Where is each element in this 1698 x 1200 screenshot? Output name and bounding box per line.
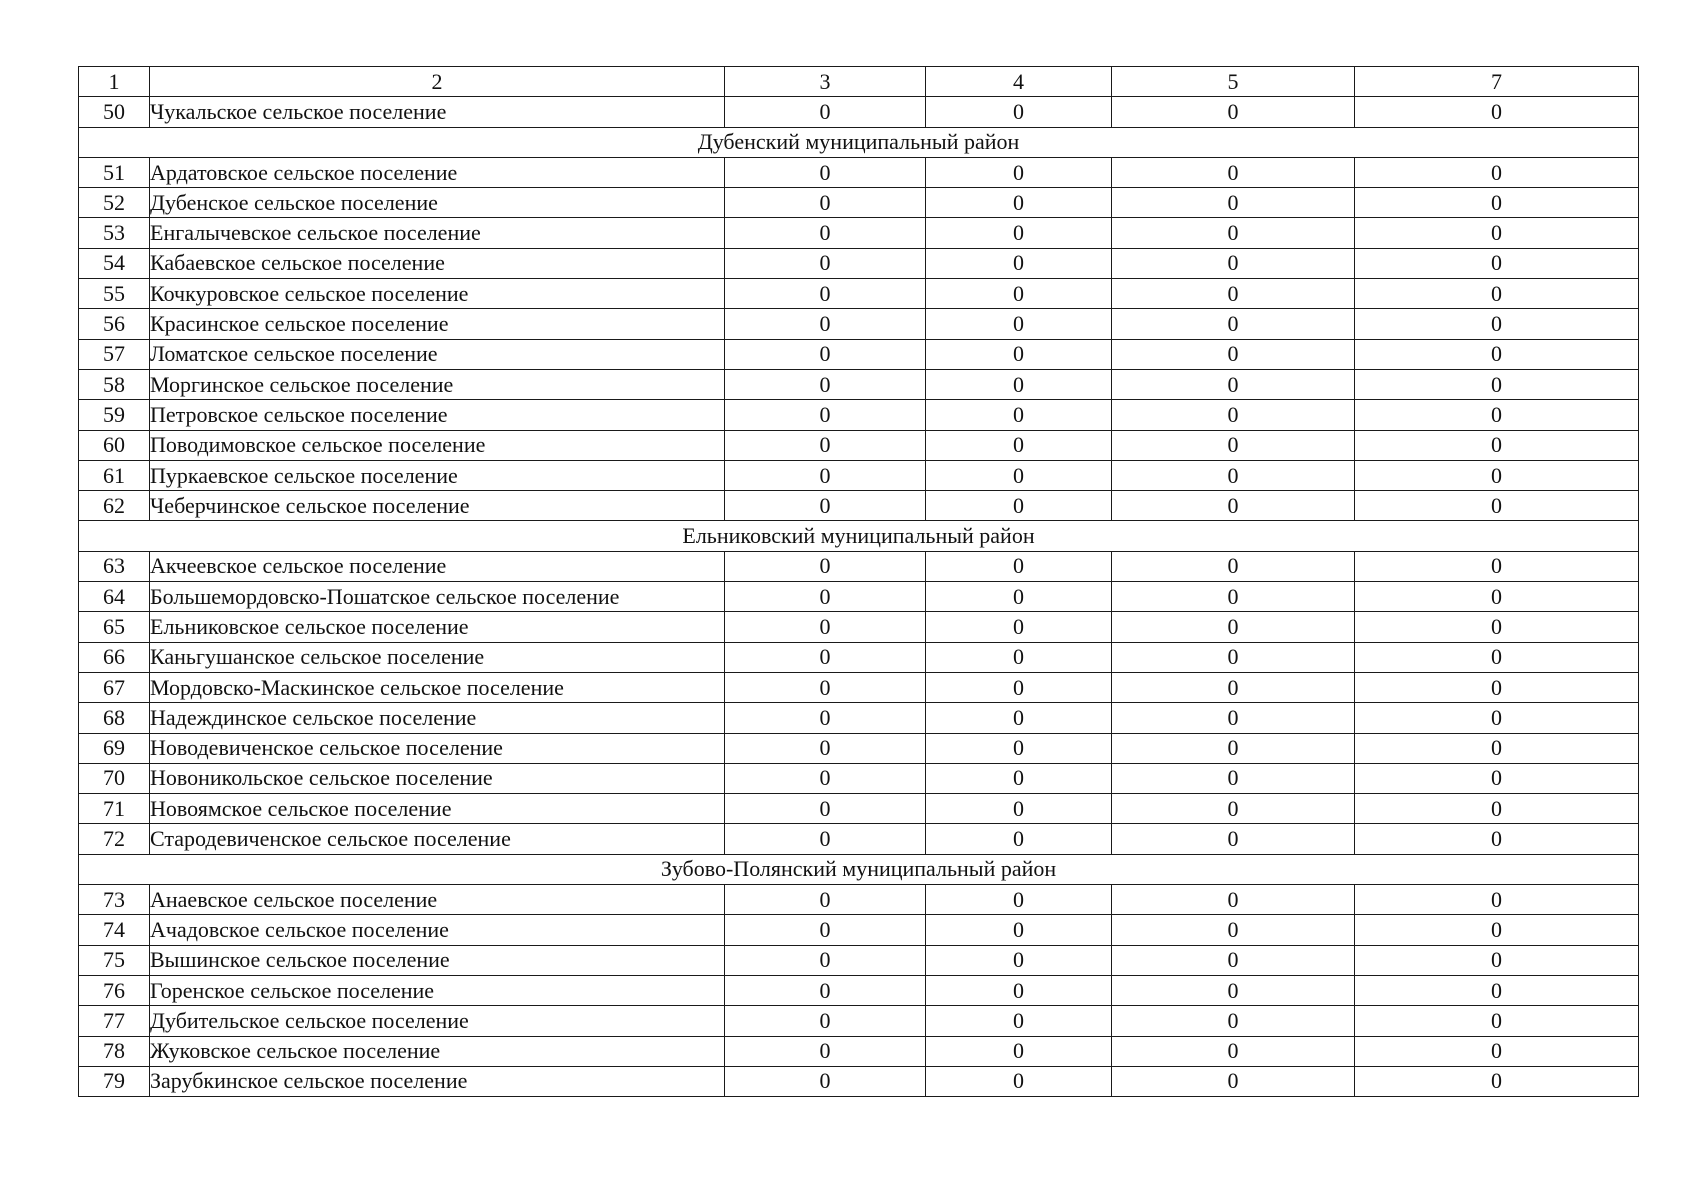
value-cell: 0	[1112, 279, 1355, 309]
table-row	[79, 703, 1639, 733]
value-cell: 0	[1112, 885, 1355, 915]
value-cell: 0	[725, 218, 926, 248]
table-row	[79, 491, 1639, 521]
value-cell: 0	[1112, 309, 1355, 339]
settlement-name: Ардатовское сельское поселение	[150, 157, 725, 187]
row-number: 54	[79, 248, 150, 278]
table-row	[79, 824, 1639, 854]
row-number: 56	[79, 309, 150, 339]
value-cell: 0	[926, 612, 1112, 642]
table-row	[79, 279, 1639, 309]
value-cell: 0	[1112, 188, 1355, 218]
settlement-name: Поводимовское сельское поселение	[150, 430, 725, 460]
settlement-name: Вышинское сельское поселение	[150, 945, 725, 975]
value-cell: 0	[926, 400, 1112, 430]
value-cell: 0	[1112, 248, 1355, 278]
value-cell: 0	[1112, 1066, 1355, 1096]
value-cell: 0	[1355, 460, 1639, 490]
value-cell: 0	[725, 582, 926, 612]
settlement-name: Новодевиченское сельское поселение	[150, 733, 725, 763]
value-cell: 0	[926, 915, 1112, 945]
table-row	[79, 248, 1639, 278]
value-cell: 0	[1112, 97, 1355, 127]
column-number: 7	[1355, 67, 1639, 97]
value-cell: 0	[1112, 491, 1355, 521]
table-row	[79, 733, 1639, 763]
value-cell: 0	[1355, 97, 1639, 127]
value-cell: 0	[1112, 703, 1355, 733]
value-cell: 0	[1112, 824, 1355, 854]
value-cell: 0	[1112, 733, 1355, 763]
row-number: 66	[79, 642, 150, 672]
row-number: 64	[79, 582, 150, 612]
value-cell: 0	[926, 642, 1112, 672]
table-row	[79, 612, 1639, 642]
value-cell: 0	[926, 339, 1112, 369]
value-cell: 0	[725, 1066, 926, 1096]
settlement-name: Красинское сельское поселение	[150, 309, 725, 339]
value-cell: 0	[1355, 279, 1639, 309]
row-number: 74	[79, 915, 150, 945]
column-number: 2	[150, 67, 725, 97]
value-cell: 0	[1355, 642, 1639, 672]
table-row	[79, 218, 1639, 248]
row-number: 67	[79, 672, 150, 702]
value-cell: 0	[926, 157, 1112, 187]
value-cell: 0	[926, 582, 1112, 612]
row-number: 78	[79, 1036, 150, 1066]
value-cell: 0	[1355, 945, 1639, 975]
value-cell: 0	[1112, 763, 1355, 793]
settlement-name: Кабаевское сельское поселение	[150, 248, 725, 278]
value-cell: 0	[926, 460, 1112, 490]
value-cell: 0	[1112, 915, 1355, 945]
settlements-table	[78, 66, 1639, 1097]
value-cell: 0	[1355, 400, 1639, 430]
value-cell: 0	[1355, 248, 1639, 278]
value-cell: 0	[725, 703, 926, 733]
row-number: 63	[79, 551, 150, 581]
settlement-name: Кочкуровское сельское поселение	[150, 279, 725, 309]
settlement-name: Енгалычевское сельское поселение	[150, 218, 725, 248]
value-cell: 0	[1112, 339, 1355, 369]
value-cell: 0	[926, 309, 1112, 339]
value-cell: 0	[1355, 885, 1639, 915]
value-cell: 0	[1112, 400, 1355, 430]
settlement-name: Надеждинское сельское поселение	[150, 703, 725, 733]
value-cell: 0	[1355, 763, 1639, 793]
district-title: Зубово-Полянский муниципальный район	[79, 854, 1639, 884]
value-cell: 0	[725, 1036, 926, 1066]
value-cell: 0	[725, 642, 926, 672]
value-cell: 0	[1355, 1066, 1639, 1096]
value-cell: 0	[1112, 794, 1355, 824]
value-cell: 0	[1355, 339, 1639, 369]
document-page	[78, 66, 1638, 1097]
settlement-name: Ельниковское сельское поселение	[150, 612, 725, 642]
value-cell: 0	[926, 733, 1112, 763]
value-cell: 0	[725, 157, 926, 187]
value-cell: 0	[725, 248, 926, 278]
row-number: 59	[79, 400, 150, 430]
value-cell: 0	[926, 1066, 1112, 1096]
table-row	[79, 642, 1639, 672]
value-cell: 0	[725, 460, 926, 490]
column-number: 1	[79, 67, 150, 97]
value-cell: 0	[725, 400, 926, 430]
row-number: 69	[79, 733, 150, 763]
value-cell: 0	[926, 430, 1112, 460]
value-cell: 0	[926, 824, 1112, 854]
value-cell: 0	[725, 885, 926, 915]
district-section-row	[79, 521, 1639, 551]
value-cell: 0	[725, 339, 926, 369]
value-cell: 0	[926, 885, 1112, 915]
value-cell: 0	[1355, 551, 1639, 581]
row-number: 52	[79, 188, 150, 218]
value-cell: 0	[1112, 430, 1355, 460]
value-cell: 0	[1355, 975, 1639, 1005]
row-number: 53	[79, 218, 150, 248]
value-cell: 0	[725, 491, 926, 521]
settlement-name: Стародевиченское сельское поселение	[150, 824, 725, 854]
row-number: 70	[79, 763, 150, 793]
value-cell: 0	[1355, 309, 1639, 339]
value-cell: 0	[926, 945, 1112, 975]
table-row	[79, 915, 1639, 945]
district-title: Дубенский муниципальный район	[79, 127, 1639, 157]
settlement-name: Каньгушанское сельское поселение	[150, 642, 725, 672]
settlement-name: Новоямское сельское поселение	[150, 794, 725, 824]
value-cell: 0	[1355, 218, 1639, 248]
row-number: 65	[79, 612, 150, 642]
table-row	[79, 885, 1639, 915]
value-cell: 0	[725, 824, 926, 854]
column-number: 3	[725, 67, 926, 97]
value-cell: 0	[1355, 915, 1639, 945]
row-number: 72	[79, 824, 150, 854]
table-row	[79, 97, 1639, 127]
settlement-name: Пуркаевское сельское поселение	[150, 460, 725, 490]
value-cell: 0	[1355, 824, 1639, 854]
value-cell: 0	[725, 672, 926, 702]
value-cell: 0	[1355, 794, 1639, 824]
value-cell: 0	[1355, 1006, 1639, 1036]
row-number: 60	[79, 430, 150, 460]
settlement-name: Дубенское сельское поселение	[150, 188, 725, 218]
value-cell: 0	[926, 97, 1112, 127]
settlement-name: Зарубкинское сельское поселение	[150, 1066, 725, 1096]
value-cell: 0	[1112, 975, 1355, 1005]
settlement-name: Мордовско-Маскинское сельское поселение	[150, 672, 725, 702]
row-number: 68	[79, 703, 150, 733]
value-cell: 0	[1355, 703, 1639, 733]
value-cell: 0	[725, 309, 926, 339]
value-cell: 0	[1355, 188, 1639, 218]
table-row	[79, 188, 1639, 218]
value-cell: 0	[926, 188, 1112, 218]
column-number-row	[79, 67, 1639, 97]
value-cell: 0	[1355, 733, 1639, 763]
table-body	[79, 67, 1639, 1097]
column-number: 4	[926, 67, 1112, 97]
row-number: 61	[79, 460, 150, 490]
settlement-name: Чукальское сельское поселение	[150, 97, 725, 127]
value-cell: 0	[1355, 672, 1639, 702]
settlement-name: Анаевское сельское поселение	[150, 885, 725, 915]
row-number: 55	[79, 279, 150, 309]
table-row	[79, 460, 1639, 490]
value-cell: 0	[1355, 157, 1639, 187]
settlement-name: Петровское сельское поселение	[150, 400, 725, 430]
table-row	[79, 369, 1639, 399]
column-number: 5	[1112, 67, 1355, 97]
value-cell: 0	[926, 672, 1112, 702]
value-cell: 0	[926, 975, 1112, 1005]
district-section-row	[79, 854, 1639, 884]
value-cell: 0	[1355, 369, 1639, 399]
settlement-name: Ломатское сельское поселение	[150, 339, 725, 369]
value-cell: 0	[1112, 157, 1355, 187]
value-cell: 0	[1112, 1006, 1355, 1036]
value-cell: 0	[725, 794, 926, 824]
settlement-name: Дубительское сельское поселение	[150, 1006, 725, 1036]
value-cell: 0	[725, 188, 926, 218]
table-row	[79, 1006, 1639, 1036]
settlement-name: Большемордовско-Пошатское сельское поселение	[150, 582, 725, 612]
value-cell: 0	[926, 703, 1112, 733]
table-row	[79, 339, 1639, 369]
table-row	[79, 1036, 1639, 1066]
value-cell: 0	[725, 612, 926, 642]
table-row	[79, 400, 1639, 430]
table-row	[79, 582, 1639, 612]
row-number: 71	[79, 794, 150, 824]
value-cell: 0	[926, 279, 1112, 309]
settlement-name: Акчеевское сельское поселение	[150, 551, 725, 581]
table-row	[79, 309, 1639, 339]
value-cell: 0	[1112, 582, 1355, 612]
value-cell: 0	[725, 763, 926, 793]
settlement-name: Новоникольское сельское поселение	[150, 763, 725, 793]
value-cell: 0	[725, 915, 926, 945]
value-cell: 0	[1355, 430, 1639, 460]
district-section-row	[79, 127, 1639, 157]
value-cell: 0	[725, 975, 926, 1005]
value-cell: 0	[926, 794, 1112, 824]
row-number: 76	[79, 975, 150, 1005]
value-cell: 0	[1355, 612, 1639, 642]
row-number: 77	[79, 1006, 150, 1036]
value-cell: 0	[725, 369, 926, 399]
value-cell: 0	[1112, 612, 1355, 642]
row-number: 75	[79, 945, 150, 975]
row-number: 50	[79, 97, 150, 127]
settlement-name: Моргинское сельское поселение	[150, 369, 725, 399]
value-cell: 0	[1112, 945, 1355, 975]
value-cell: 0	[926, 218, 1112, 248]
value-cell: 0	[926, 763, 1112, 793]
table-row	[79, 672, 1639, 702]
table-row	[79, 430, 1639, 460]
value-cell: 0	[926, 551, 1112, 581]
value-cell: 0	[926, 369, 1112, 399]
value-cell: 0	[725, 97, 926, 127]
value-cell: 0	[1355, 582, 1639, 612]
value-cell: 0	[1112, 642, 1355, 672]
row-number: 79	[79, 1066, 150, 1096]
value-cell: 0	[725, 279, 926, 309]
table-row	[79, 157, 1639, 187]
row-number: 51	[79, 157, 150, 187]
row-number: 57	[79, 339, 150, 369]
value-cell: 0	[1112, 369, 1355, 399]
table-row	[79, 551, 1639, 581]
value-cell: 0	[725, 551, 926, 581]
value-cell: 0	[725, 945, 926, 975]
value-cell: 0	[1112, 218, 1355, 248]
settlement-name: Ачадовское сельское поселение	[150, 915, 725, 945]
value-cell: 0	[725, 1006, 926, 1036]
value-cell: 0	[1112, 1036, 1355, 1066]
row-number: 73	[79, 885, 150, 915]
value-cell: 0	[1355, 1036, 1639, 1066]
value-cell: 0	[1112, 672, 1355, 702]
value-cell: 0	[1355, 491, 1639, 521]
value-cell: 0	[926, 491, 1112, 521]
value-cell: 0	[926, 248, 1112, 278]
table-row	[79, 945, 1639, 975]
value-cell: 0	[926, 1006, 1112, 1036]
district-title: Ельниковский муниципальный район	[79, 521, 1639, 551]
table-row	[79, 763, 1639, 793]
value-cell: 0	[1112, 460, 1355, 490]
settlement-name: Чеберчинское сельское поселение	[150, 491, 725, 521]
row-number: 58	[79, 369, 150, 399]
row-number: 62	[79, 491, 150, 521]
table-row	[79, 794, 1639, 824]
value-cell: 0	[926, 1036, 1112, 1066]
value-cell: 0	[725, 733, 926, 763]
value-cell: 0	[725, 430, 926, 460]
value-cell: 0	[1112, 551, 1355, 581]
settlement-name: Жуковское сельское поселение	[150, 1036, 725, 1066]
settlement-name: Горенское сельское поселение	[150, 975, 725, 1005]
table-row	[79, 975, 1639, 1005]
table-row	[79, 1066, 1639, 1096]
